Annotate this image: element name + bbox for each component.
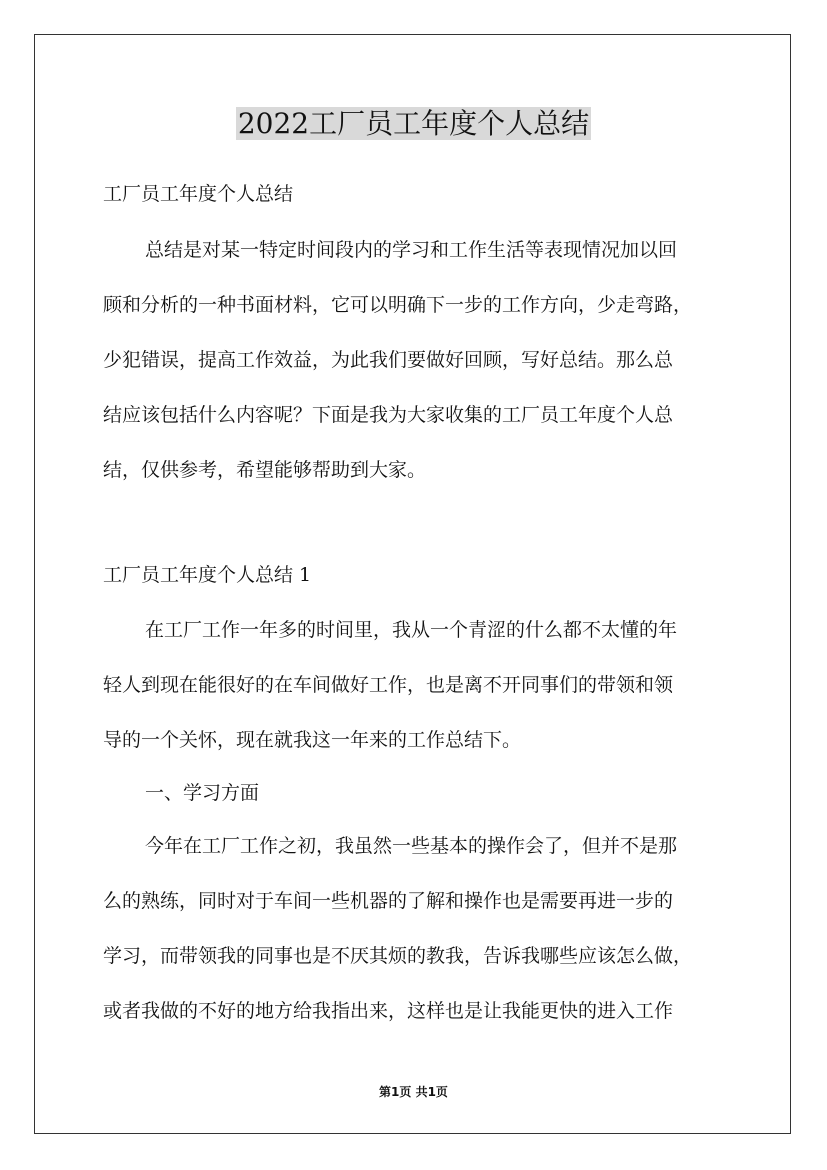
- page-footer: 第1页 共1页: [379, 1085, 448, 1099]
- intro-line: 少犯错误，提高工作效益，为此我们要做好回顾，写好总结。那么总: [103, 349, 674, 371]
- para2-line: 么的熟练，同时对于车间一些机器的了解和操作也是需要再进一步的: [103, 890, 674, 912]
- subtitle: 工厂员工年度个人总结: [103, 183, 294, 205]
- para1-line: 轻人到现在能很好的在车间做好工作，也是离不开同事们的带领和领: [103, 674, 674, 696]
- intro-line: 结应该包括什么内容呢？下面是我为大家收集的工厂员工年度个人总: [103, 404, 674, 426]
- subheading: 一、学习方面: [145, 782, 260, 804]
- document-title-text: 2022工厂员工年度个人总结: [237, 107, 590, 140]
- para2-line: 或者我做的不好的地方给我指出来，这样也是让我能更快的进入工作: [103, 1000, 674, 1022]
- document-title: [0, 100, 827, 148]
- intro-line: 顾和分析的一种书面材料，它可以明确下一步的工作方向，少走弯路，: [103, 294, 693, 316]
- section-heading: 工厂员工年度个人总结 1: [103, 564, 312, 586]
- para2-line: 今年在工厂工作之初，我虽然一些基本的操作会了，但并不是那: [145, 835, 678, 857]
- intro-line: 结，仅供参考，希望能够帮助到大家。: [103, 459, 427, 481]
- para1-line: 导的一个关怀，现在就我这一年来的工作总结下。: [103, 729, 522, 751]
- para1-line: 在工厂工作一年多的时间里，我从一个青涩的什么都不太懂的年: [145, 619, 678, 641]
- para2-line: 学习，而带领我的同事也是不厌其烦的教我，告诉我哪些应该怎么做，: [103, 945, 693, 967]
- intro-line: 总结是对某一特定时间段内的学习和工作生活等表现情况加以回: [145, 239, 678, 261]
